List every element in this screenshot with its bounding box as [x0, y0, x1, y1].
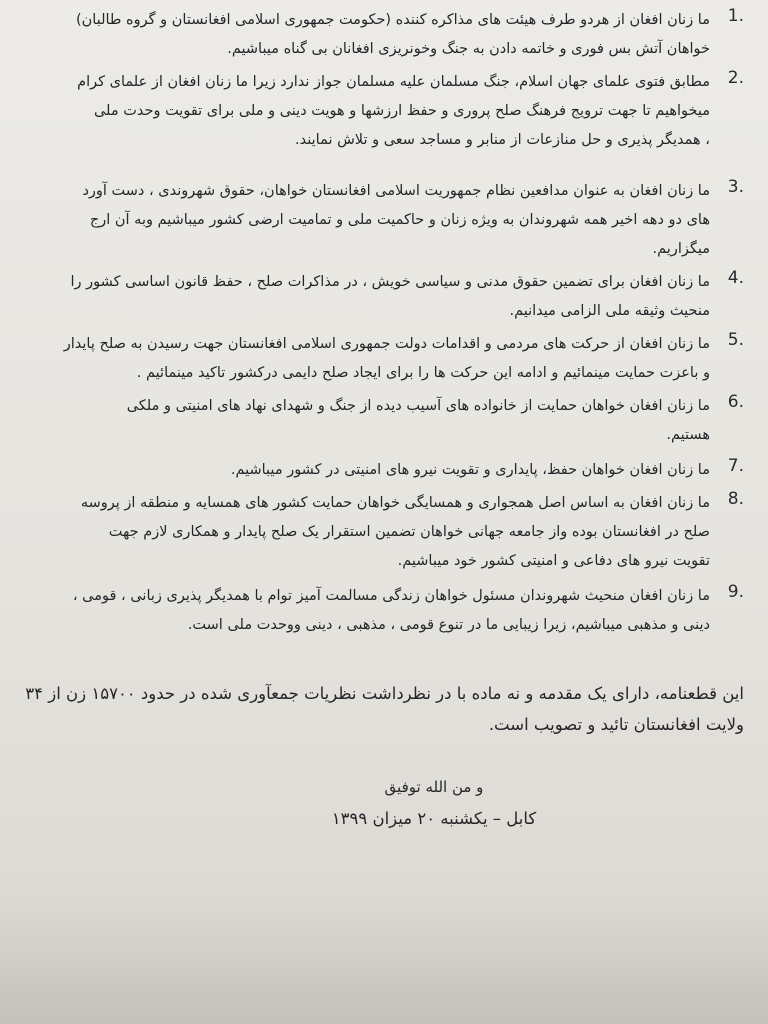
article-number: 5. [727, 330, 744, 350]
article-number: 2. [727, 68, 744, 88]
article-7 [64, 456, 744, 485]
article-number: 1. [727, 6, 744, 26]
article-number: 6. [727, 392, 744, 412]
article-number: 8. [727, 489, 744, 509]
closing-blessing: و من الله توفیق [384, 778, 484, 796]
resolution-statement [25, 678, 744, 740]
article-number: 3. [727, 177, 744, 197]
article-text-line: خواهان آتش بس فوری و خاتمه دادن به جنگ وخونریزی افغانان بی گناه میباشیم. [227, 41, 710, 57]
article-3 [64, 177, 744, 264]
article-text-line: های دو دهه اخیر همه شهروندان به ویژه زنان و حاکمیت ملی و تمامیت ارضی کشور میباشیم وبه آن ارج [89, 212, 710, 228]
article-text-line: مطابق فتوی علمای جهان اسلام، جنگ مسلمان علیه مسلمان جواز ندارد زیرا ما زنان افغان از علمای کرام [77, 74, 710, 90]
page-shadow [0, 905, 768, 1024]
article-number: 4. [727, 268, 744, 288]
article-text-line: میخواهیم تا جهت ترویج فرهنگ صلح پروری و حفظ ارزشها و هویت دینی و ملی برای تقویت وحدت ملی [93, 103, 710, 119]
resolution-line: این قطعنامه، دارای یک مقدمه و نه ماده با در نظرداشت نظریات جمعآوری شده در حدود ۱۵۷۰۰ زن از ۳۴ [25, 684, 744, 703]
article-text-line: صلح در افغانستان بوده واز جامعه جهانی خواهان تضمین استقرار یک صلح پایدار و همکاری لازم جهت [108, 524, 710, 540]
article-text-line: دینی و مذهبی میباشیم، زیرا زیبایی ما در تنوع قومی ، مذهبی ، دینی ووحدت ملی است. [187, 617, 710, 633]
article-number: 7. [727, 456, 744, 476]
article-2 [64, 68, 744, 155]
article-5 [64, 330, 744, 388]
article-text-line: منحیث وثیقه ملی الزامی میدانیم. [509, 303, 710, 319]
article-text-line: ما زنان افغان منحیث شهروندان مسئول خواهان زندگی مسالمت آمیز توام با همدیگر پذیری زبانی ، قومی ، [72, 588, 710, 604]
article-9 [64, 582, 744, 640]
article-1 [64, 6, 744, 64]
article-number: 9. [727, 582, 744, 602]
resolution-line: ولایت افغانستان تائید و تصویب است. [488, 715, 744, 734]
resolution-body [25, 6, 744, 836]
article-4 [64, 268, 744, 326]
article-text-line: میگزاریم. [652, 241, 710, 257]
article-text-line: ما زنان افغان از حرکت های مردمی و اقدامات دولت جمهوری اسلامی افغانستان جهت رسیدن به صلح پایدار [63, 336, 710, 352]
article-text-line: ما زنان افغان خواهان حمایت از خانواده های آسیب دیده از جنگ و شهدای نهاد های امنیتی و ملکی [126, 398, 710, 414]
article-text-line: ما زنان افغان خواهان حفظ، پایداری و تقویت نیرو های امنیتی در کشور میباشیم. [230, 462, 710, 478]
article-text-line: هستیم. [666, 427, 710, 443]
article-text-line: ما زنان افغان برای تضمین حقوق مدنی و سیاسی خویش ، در مذاکرات صلح ، حفظ قانون اساسی کشور را [70, 274, 710, 290]
article-8 [64, 489, 744, 576]
article-text-line: ، همدیگر پذیری و حل منازعات از منابر و مساجد سعی و تلاش نمایند. [295, 132, 710, 148]
article-text-line: ما زنان افغان به اساس اصل همجواری و همسایگی خواهان حمایت کشور های همسایه و منطقه از پروسه [80, 495, 710, 511]
article-text-line: تقویت نیرو های دفاعی و امنیتی کشور خود میباشیم. [397, 553, 710, 569]
article-text-line: و باعزت حمایت مینمائیم و ادامه این حرکت ها را برای ایجاد صلح دایمی درکشور تاکید مینمائیم . [136, 365, 710, 381]
article-text-line: ما زنان افغان از هردو طرف هیئت های مذاکره کننده (حکومت جمهوری اسلامی افغانستان و گروه طالبان) [75, 12, 710, 28]
closing-block [64, 772, 744, 836]
article-text-line: ما زنان افغان به عنوان مدافعین نظام جمهوریت اسلامی افغانستان خواهان، حقوق شهروندی ، دست آورد [82, 183, 710, 199]
article-6 [64, 392, 744, 450]
closing-place-date: کابل – یکشنبه ۲۰ میزان ۱۳۹۹ [331, 809, 537, 828]
